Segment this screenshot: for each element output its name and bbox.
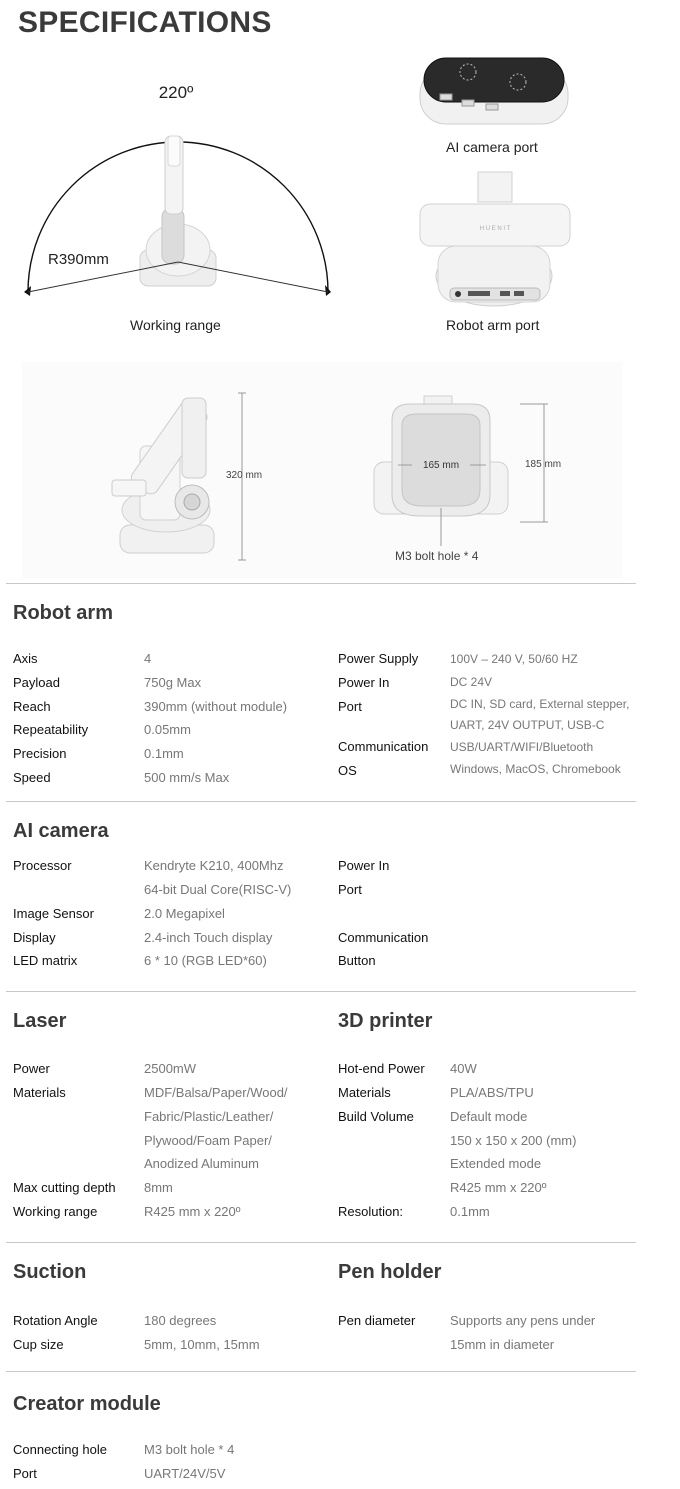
- divider: [6, 1242, 636, 1243]
- spec-value: 6 * 10 (RGB LED*60): [144, 953, 267, 968]
- spec-label: Build Volume: [338, 1109, 414, 1124]
- spec-value: 0.05mm: [144, 722, 191, 737]
- spec-label: Materials: [13, 1085, 66, 1100]
- spec-label: Working range: [13, 1204, 98, 1219]
- spec-value: UART, 24V OUTPUT, USB-C: [450, 718, 605, 732]
- spec-label: Connecting hole: [13, 1442, 107, 1457]
- ai-camera-port-caption: AI camera port: [446, 139, 538, 155]
- spec-label: Communication: [338, 930, 429, 945]
- section-heading-laser: Laser: [13, 1010, 67, 1032]
- spec-label: Port: [338, 699, 362, 714]
- spec-value: M3 bolt hole * 4: [144, 1442, 235, 1457]
- section-heading-pen-holder: Pen holder: [338, 1261, 442, 1283]
- spec-value: 100V – 240 V, 50/60 HZ: [450, 652, 578, 666]
- spec-value: Fabric/Plastic/Leather/: [144, 1109, 274, 1124]
- spec-label: Processor: [13, 858, 72, 873]
- spec-label: Power In: [338, 675, 390, 690]
- depth-label: 185 mm: [525, 459, 562, 470]
- spec-value: Extended mode: [450, 1156, 542, 1171]
- dimension-diagram: [22, 362, 622, 578]
- spec-value: 0.1mm: [144, 746, 184, 761]
- spec-label: Precision: [13, 746, 67, 761]
- working-range-caption: Working range: [130, 317, 221, 333]
- spec-label: Power In: [338, 858, 390, 873]
- spec-value: Windows, MacOS, Chromebook: [450, 762, 621, 776]
- spec-label: Display: [13, 930, 56, 945]
- spec-label: Port: [338, 882, 362, 897]
- spec-label: Rotation Angle: [13, 1313, 98, 1328]
- spec-value: DC IN, SD card, External stepper,: [450, 697, 630, 711]
- spec-value: 40W: [450, 1061, 477, 1076]
- spec-label: Port: [13, 1466, 37, 1481]
- divider: [6, 801, 636, 802]
- spec-value: 2.0 Megapixel: [144, 906, 225, 921]
- divider: [6, 1371, 636, 1372]
- spec-label: Max cutting depth: [13, 1180, 116, 1195]
- page-title: SPECIFICATIONS: [18, 6, 272, 39]
- divider: [6, 583, 636, 584]
- spec-label: LED matrix: [13, 953, 78, 968]
- radius-label: R390mm: [48, 251, 109, 268]
- height-label: 320 mm: [226, 470, 263, 481]
- section-heading-ai-camera: AI camera: [13, 820, 109, 842]
- spec-value: 15mm in diameter: [450, 1337, 555, 1352]
- spec-value: 150 x 150 x 200 (mm): [450, 1133, 577, 1148]
- width-label: 165 mm: [422, 460, 460, 471]
- spec-label: Button: [338, 953, 376, 968]
- spec-value: 390mm (without module): [144, 699, 288, 714]
- spec-label: Pen diameter: [338, 1313, 416, 1328]
- spec-label: Reach: [13, 699, 51, 714]
- spec-label: Axis: [13, 651, 38, 666]
- spec-label: Power Supply: [338, 651, 419, 666]
- spec-value: 5mm, 10mm, 15mm: [144, 1337, 260, 1352]
- spec-label: Communication: [338, 739, 429, 754]
- section-heading-3d-printer: 3D printer: [338, 1010, 433, 1032]
- spec-label: Materials: [338, 1085, 391, 1100]
- svg-text:H U E N I T: H U E N I T: [479, 226, 511, 232]
- spec-value: MDF/Balsa/Paper/Wood/: [144, 1085, 288, 1100]
- spec-label: Cup size: [13, 1337, 64, 1352]
- section-heading-robot-arm: Robot arm: [13, 602, 113, 624]
- spec-value: 2.4-inch Touch display: [144, 930, 273, 945]
- ai-camera-port-image: [410, 50, 580, 130]
- spec-value: Plywood/Foam Paper/: [144, 1133, 272, 1148]
- spec-label: Power: [13, 1061, 50, 1076]
- spec-value: 750g Max: [144, 675, 202, 690]
- spec-label: Payload: [13, 675, 60, 690]
- spec-value: 500 mm/s Max: [144, 770, 230, 785]
- spec-value: Default mode: [450, 1109, 528, 1124]
- spec-value: USB/UART/WIFI/Bluetooth: [450, 740, 594, 754]
- section-heading-creator-module: Creator module: [13, 1393, 161, 1415]
- spec-value: 0.1mm: [450, 1204, 490, 1219]
- spec-label: Speed: [13, 770, 51, 785]
- spec-value: 180 degrees: [144, 1313, 217, 1328]
- working-range-diagram: [0, 70, 360, 310]
- robot-arm-port-caption: Robot arm port: [446, 317, 540, 333]
- spec-label: Hot-end Power: [338, 1061, 425, 1076]
- spec-value: 2500mW: [144, 1061, 197, 1076]
- angle-label: 220º: [158, 83, 194, 102]
- spec-label: OS: [338, 763, 357, 778]
- spec-value: Supports any pens under: [450, 1313, 596, 1328]
- spec-label: Repeatability: [13, 722, 89, 737]
- spec-label: Resolution:: [338, 1204, 404, 1219]
- spec-value: Kendryte K210, 400Mhz: [144, 858, 284, 873]
- spec-value: R425 mm x 220º: [144, 1204, 241, 1219]
- spec-value: 4: [144, 651, 152, 666]
- robot-arm-port-image: [410, 168, 580, 310]
- divider: [6, 991, 636, 992]
- spec-value: 8mm: [144, 1180, 173, 1195]
- spec-value: UART/24V/5V: [144, 1466, 226, 1481]
- section-heading-suction: Suction: [13, 1261, 87, 1283]
- spec-label: Image Sensor: [13, 906, 94, 921]
- spec-value: Anodized Aluminum: [144, 1156, 259, 1171]
- bolt-caption: M3 bolt hole * 4: [395, 549, 479, 563]
- spec-value: R425 mm x 220º: [450, 1180, 547, 1195]
- spec-value: 64-bit Dual Core(RISC-V): [144, 882, 292, 897]
- spec-value: DC 24V: [450, 675, 493, 689]
- spec-value: PLA/ABS/TPU: [450, 1085, 534, 1100]
